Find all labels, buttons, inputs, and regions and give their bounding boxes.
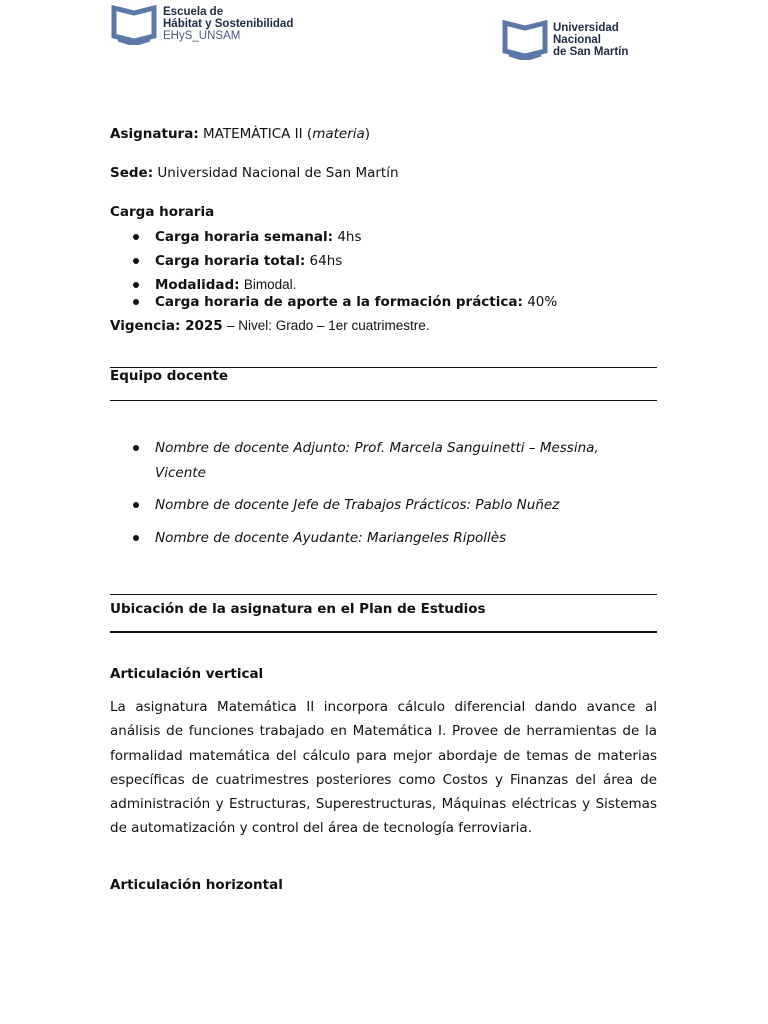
asignatura-close: ) [364, 126, 371, 142]
docente-item-continuation: Vicente [155, 465, 206, 481]
divider [110, 400, 657, 401]
university-logo-line2: Nacional [553, 34, 601, 46]
bullet-icon [133, 258, 139, 264]
bullet-icon [133, 445, 139, 451]
bullet-icon [133, 299, 139, 305]
book-icon [502, 20, 548, 60]
vigencia-line [110, 317, 430, 335]
item-label: Carga horaria de aporte a la formación práctica: [155, 294, 523, 310]
asignatura-qualifier: materia [312, 126, 365, 142]
item-value: 4hs [337, 229, 362, 245]
school-logo-line3: EHyS_UNSAM [163, 30, 241, 42]
school-logo-line2: Hábitat y Sostenibilidad [163, 18, 294, 30]
sede-value: Universidad Nacional de San Martín [157, 165, 399, 181]
articulacion-vertical-heading: Articulación vertical [110, 666, 264, 682]
item-label: Carga horaria total: [155, 253, 306, 269]
list-item [155, 293, 557, 311]
item-label: Modalidad: [155, 277, 240, 293]
equipo-docente-heading: Equipo docente [110, 368, 229, 384]
sede-line [110, 164, 399, 182]
asignatura-label: Asignatura: [110, 126, 199, 142]
school-logo [111, 5, 293, 45]
list-item [155, 276, 296, 294]
vigencia-label: Vigencia: 2025 [110, 318, 223, 334]
school-logo-line1: Escuela de [163, 6, 224, 18]
carga-horaria-heading: Carga horaria [110, 204, 215, 220]
university-logo [502, 20, 628, 60]
docente-item: Nombre de docente Ayudante: Mariangeles Ripollès [155, 530, 507, 546]
item-value: Bimodal. [243, 277, 297, 292]
book-icon [111, 5, 157, 45]
docente-item: Nombre de docente Jefe de Trabajos Prácticos: Pablo Nuñez [155, 497, 560, 513]
university-logo-line1: Universidad [553, 22, 619, 34]
vigencia-value: – Nivel: Grado – 1er cuatrimestre. [226, 318, 430, 333]
list-item [155, 252, 342, 270]
asignatura-value: MATEMÀTICA II ( [203, 126, 313, 142]
divider [110, 631, 657, 633]
item-value: 40% [527, 294, 558, 310]
divider [110, 594, 657, 595]
list-item [155, 228, 362, 246]
articulacion-vertical-text: La asignatura Matemática II incorpora cálculo diferencial dando avance al análisis de funciones trabajado en Matemática I. Provee de herramientas de la formalidad matemática del cálculo para mejor abordaje de temas de materias específicas de cuatrimestres posteriores como Costos y Finanzas del área de administración y Estructuras, Superestructuras, Máquinas eléctricas y Sistemas de automatización y control del área de tecnología ferroviaria. [110, 699, 657, 837]
bullet-icon [133, 502, 139, 508]
ubicacion-heading: Ubicación de la asignatura en el Plan de Estudios [110, 601, 486, 617]
item-label: Carga horaria semanal: [155, 229, 334, 245]
bullet-icon [133, 535, 139, 541]
articulacion-horizontal-heading: Articulación horizontal [110, 877, 283, 893]
bullet-icon [133, 282, 139, 288]
asignatura-line [110, 125, 370, 143]
item-value: 64hs [309, 253, 343, 269]
docente-item: Nombre de docente Adjunto: Prof. Marcela Sanguinetti – Messina, [155, 440, 599, 456]
sede-label: Sede: [110, 165, 154, 181]
bullet-icon [133, 234, 139, 240]
university-logo-line3: de San Martín [553, 46, 629, 58]
